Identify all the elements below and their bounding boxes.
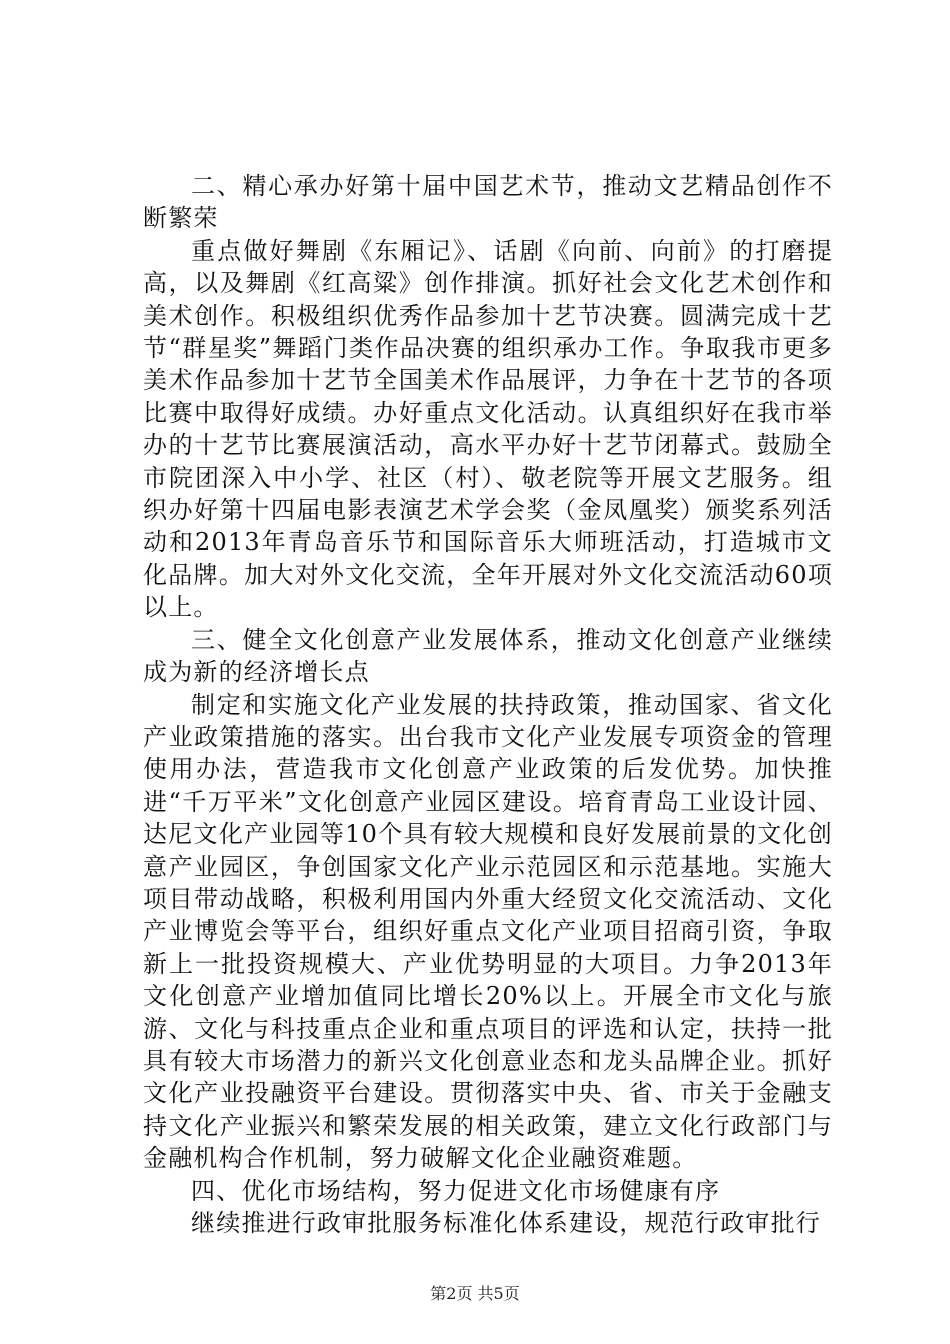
section-heading-2: 二、精心承办好第十届中国艺术节，推动文艺精品创作不断繁荣 (143, 172, 833, 233)
page-footer (0, 1284, 950, 1304)
section-heading-4: 四、优化市场结构，努力促进文化市场健康有序 (191, 1176, 721, 1205)
document-body (143, 170, 833, 1239)
body-paragraph: 制定和实施文化产业发展的扶持政策，推动国家、省文化产业政策措施的落实。出台我市文化产业发展专项资金的管理使用办法，营造我市文化创意产业政策的后发优势。加快推进“千万平米”文化创意产业园区建设。培育青岛工业设计园、达尼文化产业园等10个具有较大规模和良好发展前景的文化创意产业园区，争创国家文化产业示范园区和示范基地。实施大项目带动战略，积极利用国内外重大经贸文化交流活动、文化产业博览会等平台，组织好重点文化产业项目招商引资，争取新上一批投资规模大、产业优势明显的大项目。力争2013年文化创意产业增加值同比增长20%以上。开展全市文化与旅游、文化与科技重点企业和重点项目的评选和认定，扶持一批具有较大市场潜力的新兴文化创意业态和龙头品牌企业。抓好文化产业投融资平台建设。贯彻落实中央、省、市关于金融支持文化产业振兴和繁荣发展的相关政策，建立文化行政部门与金融机构合作机制，努力破解文化企业融资难题。 (143, 690, 833, 1173)
body-paragraph: 继续推进行政审批服务标准化体系建设，规范行政审批行 (191, 1209, 821, 1237)
body-paragraph: 重点做好舞剧《东厢记》、话剧《向前、向前》的打磨提高，以及舞剧《红高粱》创作排演。抓好社会文化艺术创作和美术创作。积极组织优秀作品参加十艺节决赛。圆满完成十艺节“群星奖”舞蹈门类作品决赛的组织承办工作。争取我市更多美术作品参加十艺节全国美术作品展评，力争在十艺节的各项比赛中取得好成绩。办好重点文化活动。认真组织好在我市举办的十艺节比赛展演活动，高水平办好十艺节闭幕式。鼓励全市院团深入中小学、社区（村）、敬老院等开展文艺服务。组织办好第十四届电影表演艺术学会奖（金凤凰奖）颁奖系列活动和2013年青岛音乐节和国际音乐大师班活动，打造城市文化品牌。加大对外文化交流，全年开展对外文化交流活动60项以上。 (143, 236, 833, 622)
section-heading-3: 三、健全文化创意产业发展体系，推动文化创意产业继续成为新的经济增长点 (143, 625, 833, 687)
page-number: 第2页 共5页 (430, 1284, 520, 1303)
